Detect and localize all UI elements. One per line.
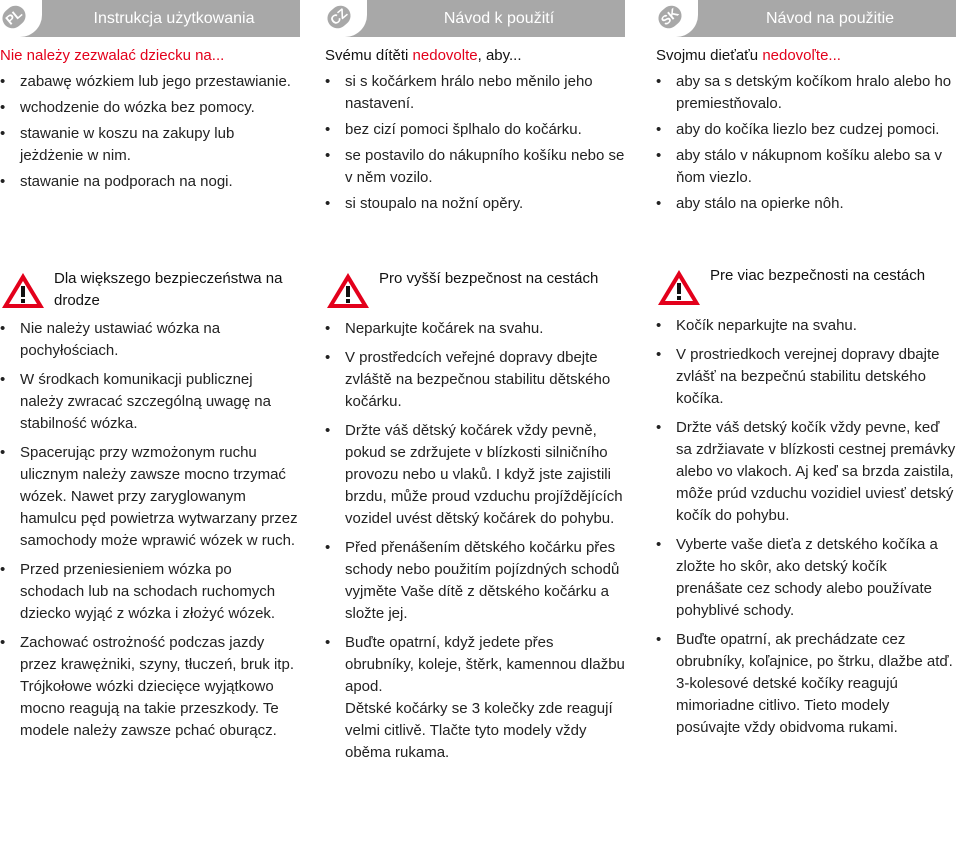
column-cz <box>325 0 625 761</box>
list-item <box>656 629 956 739</box>
list-item <box>325 632 625 764</box>
list-item: • zabawę wózkiem lub jego przestawianie. <box>0 71 300 93</box>
language-code-cz: CZ <box>323 2 354 33</box>
intro-cz <box>325 45 625 67</box>
warning-title-pl: Dla większego bezpieczeństwa na drodze <box>54 270 283 309</box>
list-item: • Držte váš detský kočík vždy pevne, keď sa zdržiavate v blízkosti cestnej premávky alebo vo vlakoch. Aj keď sa brzda zaistila, môže prúd vzduchu vozidiel uviesť detský kočík do pohybu. <box>656 417 956 527</box>
list-item: • wchodzenie do wózka bez pomocy. <box>0 97 300 119</box>
intro-pl <box>0 45 300 67</box>
language-tab-sk <box>656 0 698 37</box>
list-item-text: Buďte opatrní, když jedete přes obrubníky, koleje, štěrk, kamennou dlažbu apod. <box>345 634 625 695</box>
header-title-sk: Návod na použitie <box>765 10 895 27</box>
intro-rest-cz: , aby... <box>477 47 522 64</box>
warning-title-sk: Pre viac bezpečnosti na cestách <box>710 267 926 284</box>
intro-sk <box>656 45 956 67</box>
list-item: • Spacerując przy wzmożonym ruchu ulicznym należy zawsze mocno trzymać wózek. Nawet przy zaryglowanym hamulcu pęd powietrza wytwarzany przez samochody może wprawić wózek w ruch. <box>0 442 300 552</box>
warning-note-sk: 3-kolesové detské kočíky reagujú mimoriadne citlivo. Tieto modely posúvajte vždy obidvoma rukami. <box>676 675 898 736</box>
section-header-sk <box>656 0 956 37</box>
list-item: • Neparkujte kočárek na svahu. <box>325 318 625 340</box>
language-code-sk: SK <box>654 2 685 33</box>
warning-note-pl: Trójkołowe wózki dziecięce wyjątkowo mocno reagują na takie przeszkody. Te modele należy zawsze pchać oburącz. <box>20 678 279 739</box>
list-item: • aby do kočíka liezlo bez cudzej pomoci. <box>656 119 956 141</box>
list-item: • Nie należy ustawiać wózka na pochyłościach. <box>0 318 300 362</box>
warning-list-pl <box>0 318 300 742</box>
list-item: • bez cizí pomoci šplhalo do kočárku. <box>325 119 625 141</box>
intro-red-pl: Nie należy zezwalać dziecku na... <box>0 47 225 64</box>
list-item: • Držte váš dětský kočárek vždy pevně, pokud se zdržujete v blízkosti silničního provozu nebo u vlaků. I když jste zajistili brzdu, může proud vzduchu projíždějících vozidel uvést dětský kočárek do pohybu. <box>325 420 625 530</box>
list-item: • se postavilo do nákupního košíku nebo se v něm vozilo. <box>325 145 625 189</box>
list-item: • W środkach komunikacji publicznej należy zwracać szczególną uwagę na stabilność wózka. <box>0 369 300 435</box>
warning-triangle-icon <box>656 267 702 307</box>
warning-section-sk <box>656 265 956 746</box>
intro-red-sk: nedovoľte... <box>762 47 841 64</box>
list-item: • Przed przeniesieniem wózka po schodach lub na schodach ruchomych dziecko wyjąć z wózka i złożyć wózek. <box>0 559 300 625</box>
intro-pre-sk: Svojmu dieťaťu <box>656 47 763 64</box>
intro-pre-cz: Svému dítěti <box>325 47 413 64</box>
list-item: • si s kočárkem hrálo nebo měnilo jeho nastavení. <box>325 71 625 115</box>
section-header-pl <box>0 0 300 37</box>
list-item: • si stoupalo na nožní opěry. <box>325 193 625 215</box>
rules-list-cz <box>325 71 625 215</box>
warning-triangle-icon <box>0 270 46 310</box>
list-item <box>0 632 300 742</box>
column-pl <box>0 0 300 739</box>
rules-list-pl <box>0 71 300 193</box>
warning-title-cz: Pro vyšší bezpečnost na cestách <box>379 270 599 287</box>
warning-list-sk <box>656 315 956 739</box>
list-item-text: Zachować ostrożność podczas jazdy przez krawężniki, szyny, tłuczeń, bruk itp. <box>20 634 294 673</box>
list-item: • stawanie na podporach na nogi. <box>0 171 300 193</box>
list-item-text: Buďte opatrní, ak prechádzate cez obrubníky, koľajnice, po štrku, dlažbe atď. <box>676 631 953 670</box>
warning-note-cz: Dětské kočárky se 3 kolečky zde reagují velmi citlivě. Tlačte tyto modely vždy oběma rukama. <box>345 700 613 761</box>
list-item: • aby stálo v nákupnom košíku alebo sa v ňom viezlo. <box>656 145 956 189</box>
header-title-pl: Instrukcja użytkowania <box>93 10 255 27</box>
warning-triangle-icon <box>325 270 371 310</box>
list-item: • V prostriedkoch verejnej dopravy dbajte zvlášť na bezpečnú stabilitu detského kočíka. <box>656 344 956 410</box>
header-title-cz: Návod k použití <box>443 10 555 27</box>
list-item: • V prostředcích veřejné dopravy dbejte zvláště na bezpečnou stabilitu dětského kočárku. <box>325 347 625 413</box>
column-sk <box>656 0 956 736</box>
list-item: • Před přenášením dětského kočárku přes schody nebo použitím pojízdných schodů vyjměte Vaše dítě z dětského kočárku a složte jej. <box>325 537 625 625</box>
list-item: • stawanie w koszu na zakupy lub jeżdżenie w nim. <box>0 123 300 167</box>
language-tab-cz <box>325 0 367 37</box>
language-code-pl: PL <box>0 2 30 33</box>
list-item: • Kočík neparkujte na svahu. <box>656 315 956 337</box>
warning-section-pl <box>0 268 300 749</box>
intro-red-cz: nedovolte <box>412 47 478 64</box>
section-header-cz <box>325 0 625 37</box>
list-item: • aby sa s detským kočíkom hralo alebo ho premiestňovalo. <box>656 71 956 115</box>
warning-section-cz <box>325 268 625 771</box>
list-item: • aby stálo na opierke nôh. <box>656 193 956 215</box>
language-tab-pl <box>0 0 42 37</box>
warning-list-cz <box>325 318 625 764</box>
rules-list-sk <box>656 71 956 215</box>
list-item: • Vyberte vaše dieťa z detského kočíka a zložte ho skôr, ako detský kočík prenášate cez schody alebo používate pohyblivé schody. <box>656 534 956 622</box>
